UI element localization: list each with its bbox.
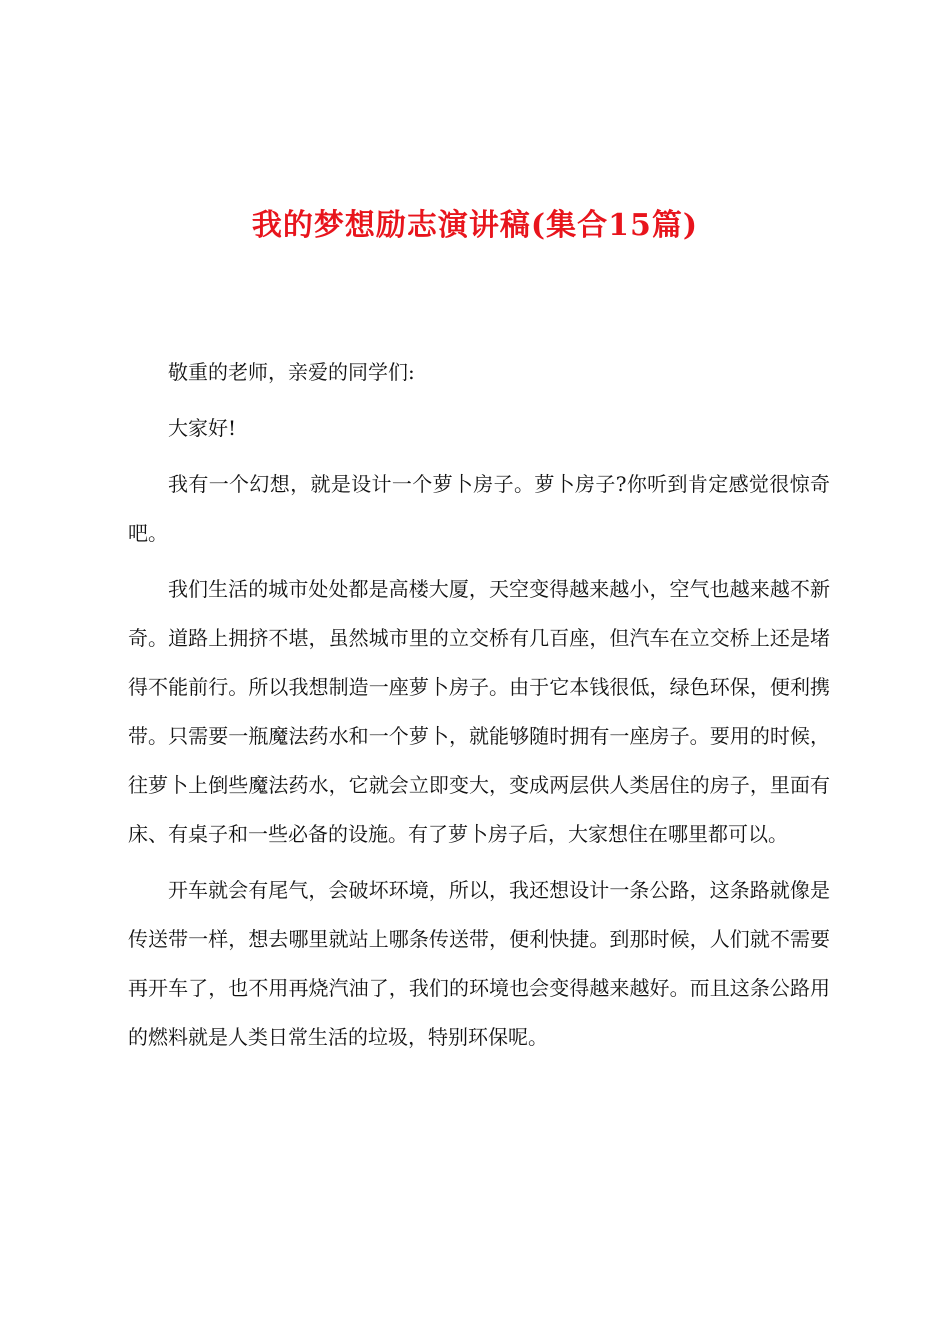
hello-paragraph: 大家好! <box>168 416 237 440</box>
body-paragraph: 开车就会有尾气，会破坏环境，所以，我还想设计一条公路，这条路就像是传送带一样，想去哪里就站上哪条传送带，便利快捷。到那时候，人们就不需要再开车了，也不用再烧汽油了，我们的环境也会变得越来越好。而且这条公路用的燃料就是人类日常生活的垃圾，特别环保呢。 <box>128 878 830 1049</box>
body-paragraph: 我们生活的城市处处都是高楼大厦，天空变得越来越小，空气也越来越不新奇。道路上拥挤不堪，虽然城市里的立交桥有几百座，但汽车在立交桥上还是堵得不能前行。所以我想制造一座萝卜房子。由于它本钱很低，绿色环保，便利携带。只需要一瓶魔法药水和一个萝卜，就能够随时拥有一座房子。要用的时候，往萝卜上倒些魔法药水，它就会立即变大，变成两层供人类居住的房子，里面有床、有桌子和一些必备的设施。有了萝卜房子后，大家想住在哪里都可以。 <box>128 577 830 846</box>
document-body <box>128 348 830 1069</box>
body-paragraph: 我有一个幻想，就是设计一个萝卜房子。萝卜房子?你听到肯定感觉很惊奇吧。 <box>128 472 830 545</box>
greeting-paragraph: 敬重的老师，亲爱的同学们: <box>168 360 415 384</box>
document-title: 我的梦想励志演讲稿(集合15篇) <box>251 208 699 243</box>
